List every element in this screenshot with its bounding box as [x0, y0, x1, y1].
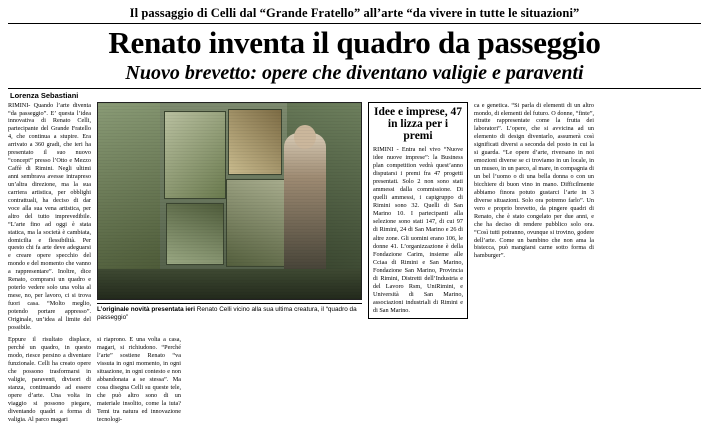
kicker-line: Il passaggio di Celli dal “Grande Fratello” all’arte “da vivere in tutte le situazioni” [129, 6, 580, 20]
divider-top [8, 23, 701, 24]
sidebar-box [368, 102, 468, 320]
sidebar-box-body: RIMINI - Entra nel vivo “Nuove idee nuove imprese”: la Business plan competition vedrà quest’anno disputarsi i premi fra 47 progetti presentati. Solo 2 non sono stati ammessi dalla commissione. Di quelli ammessi, i capigruppo di Rimini sono 32. Quelli di San Marino 10. I partecipanti alla selezione sono stati 147, di cui 97 di Rimini, 24 di San Marino e 26 di altre zone. Gli uomini erano 106, le donne 41. L’organizzazione è della Fondazione Carim, insieme alle Cciaa di Rimini e San Marino, Fondazione San Marino, Provincia di Rimini, Distretti dell’Industria e del Lavoro Rsm, UniRimini, e Università di San Marino, associazioni industriali di Rimini e di San Marino. [373, 145, 463, 315]
article-column-last: ca e genetica. “Si parla di elementi di un altro mondo, di elementi del futuro. O donne, “finte”, ritratte rappresentate come la frutta dei laboratori”. L’opere, che si avvicina ad un elemento di design diventarlo, assumerà così significati diversi a seconda del posto in cui la si guarda. “Le opere d’arte, riversano in noi emozioni diverse se ci troviamo in un locale, in un museo, in un parco, al mare, in compagnia di un bel l’uomo o di una bella donna o con un bicchiere di buon vino in mano. Difficilmente abbiamo finora potuto gustarci l’arte in 3 diverse situazioni. Solo ora potremo farlo”. Un vero e proprio brevetto, da pingere quadri di Renato, che è stato congelato per due anni, e che ha deciso di rendere pubblico solo ora. “Così tutti potranno, ovunque si trovino, godere dell’arte. Come un bambino che non ama la bistecca, può mangiarsi carne sotto forma di hamburger”. [474, 101, 594, 260]
article-column-1: RIMINI- Quando l’arte diventa “da passeggio”. E’ questa l’idea innovativa di Renato Celli, partecipante del Grande Fratello 4, che continua a stupire. Era arrivato a 360 gradi, che ieri ha presentato il suo nuovo “concept” presso l’Otto e Mezzo Caffè di Rimini. Negli ultimi anni sembrava avesse intrapreso un’altra direzione, ma la sua carriera artistica, per obblighi contrattuali, ha deciso di dar voce alla sua vena artistica, per altro del tutto imprevedibile. “L’arte fino ad oggi è stata statica, ma la società è cambiata, domicilia e flessibilità. Per questo chi fa arte deve adeguarsi e creare opere specchio del mondo e del momento che vanno a rappresentare”. Inoltre, dice Renato, comprarsi un quadro e poterlo vedere solo una volta al mese, no, per lavoro, ci si trova fuori casa. “Molto meglio, potendo portare appresso”. Originale, un’idea al limite del possibile. [8, 101, 91, 331]
photo-caption-lead: L’originale novità presentata ieri [97, 305, 196, 313]
photo-grain-overlay [98, 103, 361, 299]
article-photo [97, 102, 362, 300]
subheadline: Nuovo brevetto: opere che diventano valigie e paraventi [125, 61, 584, 84]
photo-caption-text: Renato Celli vicino alla sua ultima creatura, il “quadro da passeggio” [97, 305, 357, 321]
photo-caption [97, 303, 362, 322]
headline: Renato inventa il quadro da passeggio [108, 25, 601, 60]
sidebar-box-title: Idee e imprese, 47 in lizza per i premi [374, 105, 462, 143]
bottom-column-1: Eppure il risultato displace, perché un quadro, in questo modo, riesce persino a diventare funzionale. Celli ha creato opere che possono trasformarsi in valigie, paraventi, divisori di stanza, continuando ad essere opere d’arte. Una volta in viaggio si possono piegare, diventando quadri a forma di valigia. Al parco magari [8, 335, 91, 424]
byline: Lorenza Sebastiani [10, 90, 79, 100]
upper-content-area [8, 102, 701, 332]
photo-block [97, 102, 362, 322]
bottom-column-2: si riaprono. E una volta a casa, magari, si richiudono. “Perché l’arte” sostiene Renato “va vissuta in ogni momento, in ogni situazione, in ogni contesto e non abbandonata a se stessa”. Ma cosa disegna Celli su queste tele, che può altro sono di un materiale insolito, come la iuta? Temi tra natura ed innovazione tecnologi- [97, 335, 181, 424]
divider-below-subhead [8, 88, 701, 89]
lower-content-area [8, 336, 701, 424]
